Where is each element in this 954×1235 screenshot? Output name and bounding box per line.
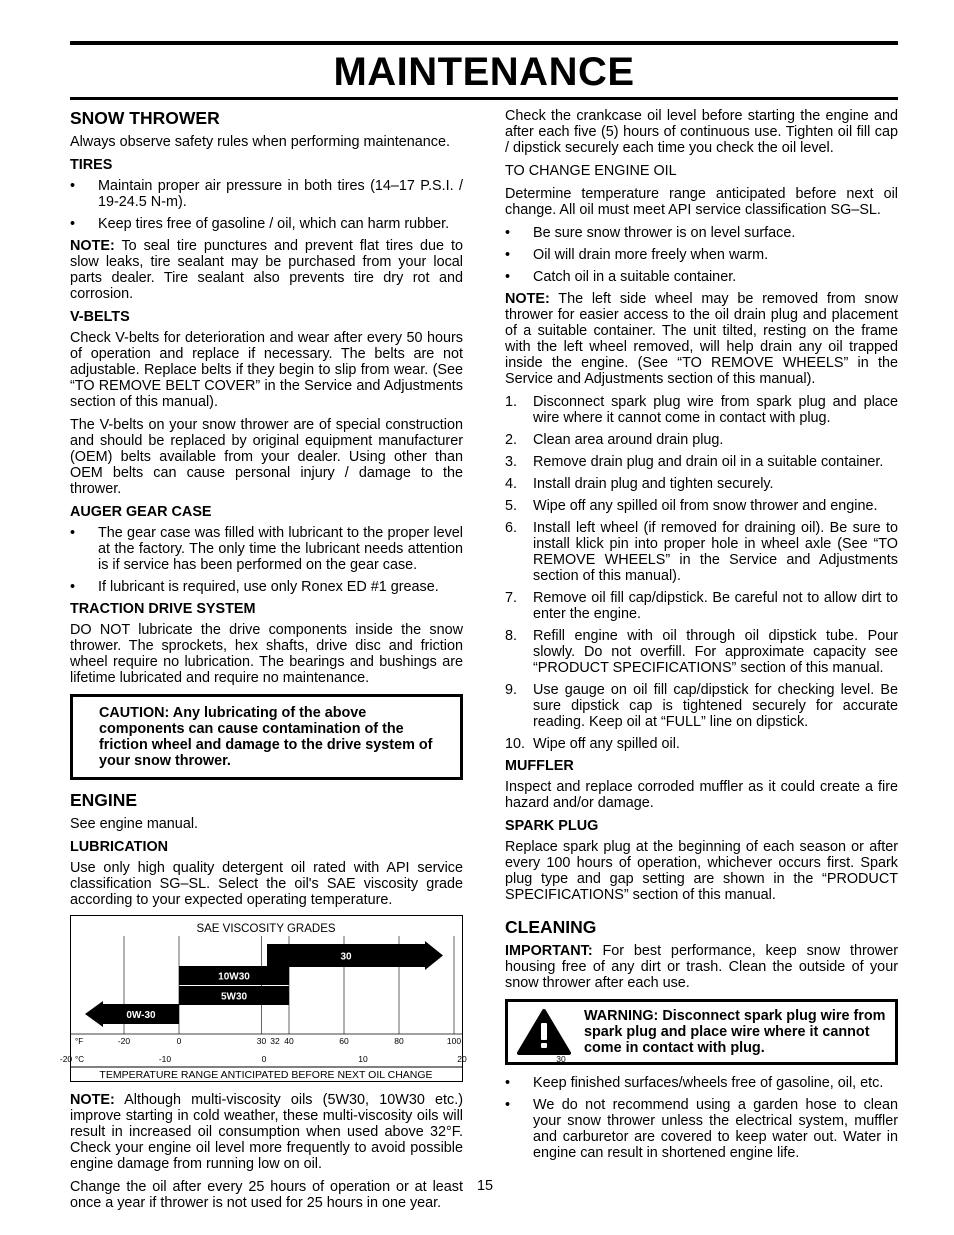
step-number: 7. [505,590,518,606]
step-text: Wipe off any spilled oil. [533,736,680,752]
viscosity-bar [267,941,443,970]
bullet: • [505,269,511,285]
list-item-text: The gear case was filled with lubricant to the proper level at the factory. The only time the lubricant needs attention is if service has been performed on the gear case. [98,525,463,573]
muffler-heading: MUFFLER [505,758,574,774]
change-oil-intro: Determine temperature range anticipated before next oil change. All oil must meet API service classification SG–SL. [505,186,898,218]
step-number: 2. [505,432,518,448]
step-item [505,454,898,470]
list-item [505,225,898,241]
bullet: • [505,1097,511,1113]
check-oil-text: Check the crankcase oil level before starting the engine and after each five (5) hours of continuous use. Tighten oil fill cap / dipstick securely each time you check the oil level. [505,108,898,156]
step-text: Remove drain plug and drain oil in a suitable container. [533,454,884,470]
chart-xlabel: TEMPERATURE RANGE ANTICIPATED BEFORE NEXT OIL CHANGE [99,1069,433,1081]
vbelts-paragraph-2: The V-belts on your snow thrower are of special construction and should be replaced by original equipment manufacturer (OEM) belts available from your dealer. Using other than OEM belts can cause personal injury / damage to the thrower. [70,417,463,497]
traction-text: DO NOT lubricate the drive components inside the snow thrower. The sprockets, hex shafts, drive disc and friction wheel require no lubrication. The bearings and bushings are lifetime lubricated and require no maintenance. [70,622,463,686]
lubrication-text: Use only high quality detergent oil rated with API service classification SG–SL. Select the oil's SAE viscosity grade according to your expected operating temperature. [70,860,463,908]
important-label: IMPORTANT: [505,943,593,959]
spark-plug-text: Replace spark plug at the beginning of each season or after every 100 hours of operation, whichever occurs first. Spark plug type and gap setting are shown in the “PRODUCT SPECIFICATIONS” section of this manual. [505,839,898,903]
step-item [505,590,898,622]
list-item-text: Keep finished surfaces/wheels free of gasoline, oil, etc. [533,1075,884,1091]
important-text: For best performance, keep snow thrower housing free of any dirt or trash. Clean the outside of your snow thrower after each use. [505,943,898,991]
step-number: 10. [505,736,526,752]
list-item [505,247,898,263]
fahrenheit-tick-label: 100 [446,1036,462,1046]
note-label: NOTE: [70,238,115,254]
list-item [70,178,463,210]
fahrenheit-tick-label: 32 [270,1036,280,1046]
caution-text: CAUTION: Any lubricating of the above components can cause contamination of the friction wheel and damage to the drive system of your snow thrower. [99,705,433,769]
viscosity-bar-label: 0W-30 [126,1010,156,1021]
step-number: 3. [505,454,518,470]
step-number: 5. [505,498,518,514]
list-item [70,579,463,595]
list-item [505,1097,898,1161]
step-text: Use gauge on oil fill cap/dipstick for checking level. Be sure dipstick cap is tightened securely for accurate reading. Keep oil at “FULL” line on dipstick. [533,682,898,730]
step-item [505,682,898,730]
list-item-text: Maintain proper air pressure in both tires (14–17 P.S.I. / 19-24.5 N-m). [98,178,463,210]
caution-box [70,694,463,780]
list-item [505,269,898,285]
bullet: • [70,178,76,194]
list-item-text: If lubricant is required, use only Ronex ED #1 grease. [98,579,439,595]
list-item-text: We do not recommend using a garden hose to clean your snow thrower unless the electrical system, muffler and carburetor are covered to keep water out. Water in engine can result in shortened engine life. [533,1097,898,1161]
fahrenheit-tick-label: -20 [117,1036,131,1046]
note-text: The left side wheel may be removed from snow thrower for easier access to the oil drain plug and placement of a suitable container. The unit tilted, resting on the frame with the left wheel removed, will help drain any oil trapped inside the engine. (See “TO REMOVE WHEELS” in the Service and Adjustments section of this manual). [505,291,898,387]
list-item-text: Oil will drain more freely when warm. [533,247,769,263]
step-item [505,520,898,584]
list-item-text: Keep tires free of gasoline / oil, which can harm rubber. [98,216,450,232]
step-text: Install drain plug and tighten securely. [533,476,774,492]
snow-thrower-intro: Always observe safety rules when performing maintenance. [70,134,450,150]
step-text: Remove oil fill cap/dipstick. Be careful not to allow dirt to enter the engine. [533,590,898,622]
bullet: • [505,247,511,263]
tires-note [70,238,463,302]
bullet: • [505,225,511,241]
warning-text: WARNING: Disconnect spark plug wire from spark plug and place wire where it cannot come in contact with plug. [584,1008,886,1056]
tires-heading: TIRES [70,157,113,173]
oil-note [70,1092,463,1172]
auger-heading: AUGER GEAR CASE [70,504,212,520]
celsius-tick-label: 20 [457,1054,467,1064]
celsius-tick-label: -20 [59,1054,73,1064]
page-title: MAINTENANCE [333,50,635,94]
list-item [70,216,463,232]
fahrenheit-tick-label: 40 [284,1036,294,1046]
spark-plug-heading: SPARK PLUG [505,818,599,834]
celsius-tick-label: -10 [158,1054,172,1064]
note-label: NOTE: [505,291,550,307]
step-text: Install left wheel (if removed for draining oil). Be sure to install klick pin into proper hole in wheel axle (See “TO REMOVE WHEELS” in the Service and Adjustments section of this manual). [533,520,898,584]
engine-text: See engine manual. [70,816,199,832]
celsius-unit: °C [75,1055,84,1064]
celsius-tick-label: 0 [261,1054,267,1064]
bullet: • [70,579,76,595]
note-text: To seal tire punctures and prevent flat tires due to slow leaks, tire sealant may be purchased from your local parts dealer. Tire sealant also prevents tire dry rot and corrosion. [70,238,463,302]
step-number: 1. [505,394,518,410]
oil-change-text: Change the oil after every 25 hours of operation or at least once a year if thrower is not used for 25 hours in one year. [70,1179,463,1211]
prep-list [505,225,898,285]
step-number: 8. [505,628,518,644]
bullet: • [505,1075,511,1091]
fahrenheit-tick-label: 60 [339,1036,349,1046]
step-number: 4. [505,476,518,492]
note-text: Although multi-viscosity oils (5W30, 10W30 etc.) improve starting in cold weather, these multi-viscosity oils will result in increased oil consumption when used above 32°F. Check your engine oil level more frequently to avoid possible engine damage from running low on oil. [70,1092,463,1172]
vbelts-paragraph-1: Check V-belts for deterioration and wear after every 50 hours of operation and replace if necessary. The belts are not adjustable. Replace belts if they begin to slip from wear. (See “TO REMOVE BELT COVER” in the Service and Adjustments section of this manual). [70,330,463,410]
tires-list [70,178,463,232]
snow-thrower-heading: SNOW THROWER [70,108,220,128]
step-item [505,476,898,492]
step-item [505,394,898,426]
list-item [505,1075,898,1091]
traction-heading: TRACTION DRIVE SYSTEM [70,601,256,617]
bullet: • [70,525,76,541]
step-text: Disconnect spark plug wire from spark plug and place wire where it cannot come in contact with plug. [533,394,898,426]
cleaning-text [505,943,898,991]
step-text: Clean area around drain plug. [533,432,724,448]
step-number: 9. [505,682,518,698]
list-item-text: Catch oil in a suitable container. [533,269,737,285]
wheel-note [505,291,898,387]
fahrenheit-unit: °F [75,1037,84,1046]
warning-box [505,999,898,1065]
viscosity-bar-label: 5W30 [220,991,248,1003]
note-label: NOTE: [70,1092,115,1108]
step-number: 6. [505,520,518,536]
step-item [505,628,898,676]
page-number: 15 [477,1178,494,1194]
oil-change-steps [505,394,898,752]
chart-ticks [0,1036,566,1064]
vbelts-heading: V-BELTS [70,309,130,325]
list-item [70,525,463,573]
title-rule-bottom [70,97,898,100]
chart-bars [85,941,443,1027]
right-column [505,108,898,1167]
celsius-tick-label: 30 [556,1054,566,1064]
lubrication-heading: LUBRICATION [70,839,169,855]
celsius-tick-label: 10 [358,1054,368,1064]
cleaning-heading: CLEANING [505,917,597,937]
step-text: Refill engine with oil through oil dipstick tube. Pour slowly. Do not overfill. For approximate capacity see “PRODUCT SPECIFICATIONS” section of this manual. [533,628,898,676]
step-item [505,498,898,514]
muffler-text: Inspect and replace corroded muffler as it could create a fire hazard and/or damage. [505,779,898,811]
step-item [505,432,898,448]
fahrenheit-tick-label: 30 [256,1036,267,1046]
auger-list [70,525,463,595]
title-rule-top [70,41,898,45]
engine-heading: ENGINE [70,790,138,810]
chart-title: SAE VISCOSITY GRADES [196,923,336,935]
step-item [505,736,898,752]
step-text: Wipe off any spilled oil from snow thrower and engine. [533,498,878,514]
list-item-text: Be sure snow thrower is on level surface. [533,225,796,241]
fahrenheit-tick-label: 0 [176,1036,182,1046]
bullet: • [70,216,76,232]
viscosity-bar-label: 10W30 [218,971,250,983]
change-oil-heading: TO CHANGE ENGINE OIL [505,163,677,179]
viscosity-bar-label: 30 [340,951,352,963]
warning-triangle-icon [516,1008,572,1056]
final-list [505,1075,898,1161]
fahrenheit-tick-label: 80 [394,1036,404,1046]
